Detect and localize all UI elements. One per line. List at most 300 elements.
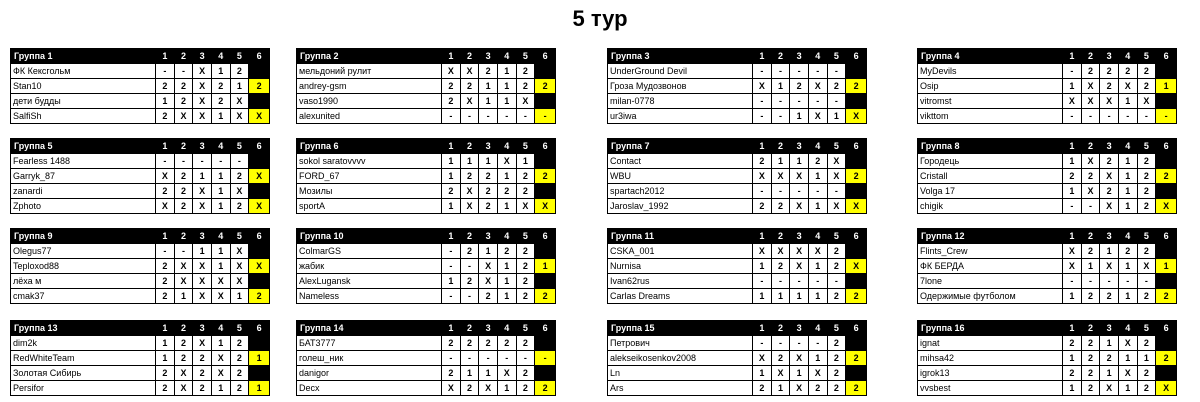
team-name: andrey-gsm	[297, 79, 442, 94]
prediction-cell: -	[442, 259, 461, 274]
column-header: 6	[1156, 229, 1177, 244]
result-cell: 2	[535, 381, 556, 396]
prediction-cell: 2	[753, 199, 772, 214]
prediction-cell: -	[442, 289, 461, 304]
team-name: Cristall	[918, 169, 1063, 184]
table-row	[608, 274, 867, 289]
result-cell: 1	[1156, 259, 1177, 274]
prediction-cell: -	[753, 336, 772, 351]
prediction-cell: -	[790, 336, 809, 351]
group-table	[917, 138, 1177, 214]
team-name: vitromst	[918, 94, 1063, 109]
team-name: AlexLugansk	[297, 274, 442, 289]
prediction-cell: X	[230, 109, 249, 124]
prediction-cell: 2	[827, 366, 846, 381]
table-row	[918, 366, 1177, 381]
group-name: Группа 16	[918, 321, 1063, 336]
table-row	[11, 94, 270, 109]
prediction-cell: 2	[460, 244, 479, 259]
table-row	[11, 109, 270, 124]
result-cell: X	[846, 109, 867, 124]
column-header: 4	[497, 229, 516, 244]
table-row	[608, 259, 867, 274]
prediction-cell: 1	[808, 259, 827, 274]
prediction-cell: 2	[1081, 244, 1100, 259]
prediction-cell: X	[230, 94, 249, 109]
table-row	[297, 351, 556, 366]
table-row	[297, 79, 556, 94]
column-header: 2	[1081, 49, 1100, 64]
column-header: 5	[516, 229, 535, 244]
result-cell: 2	[535, 169, 556, 184]
prediction-cell: -	[1063, 199, 1082, 214]
prediction-cell: 1	[1063, 381, 1082, 396]
column-header: 3	[790, 321, 809, 336]
prediction-cell: 2	[1137, 154, 1156, 169]
prediction-cell: 2	[516, 336, 535, 351]
prediction-cell: 1	[1063, 351, 1082, 366]
group-name: Группа 5	[11, 139, 156, 154]
prediction-cell: 2	[1100, 79, 1119, 94]
prediction-cell: -	[753, 274, 772, 289]
team-name: alekseikosenkov2008	[608, 351, 753, 366]
empty-result-cell	[249, 94, 270, 109]
empty-result-cell	[249, 244, 270, 259]
team-name: голеш_ник	[297, 351, 442, 366]
empty-result-cell	[535, 64, 556, 79]
prediction-cell: 1	[479, 366, 498, 381]
column-header: 5	[516, 139, 535, 154]
team-name: дети будды	[11, 94, 156, 109]
team-name: ur3iwa	[608, 109, 753, 124]
team-name: жабик	[297, 259, 442, 274]
prediction-cell: X	[211, 351, 230, 366]
group-table	[607, 138, 867, 214]
prediction-cell: 2	[516, 79, 535, 94]
table-row	[297, 289, 556, 304]
prediction-cell: 1	[771, 154, 790, 169]
column-header: 2	[460, 139, 479, 154]
column-header: 3	[479, 229, 498, 244]
prediction-cell: X	[174, 366, 193, 381]
prediction-cell: X	[156, 169, 175, 184]
column-header: 3	[1100, 229, 1119, 244]
prediction-cell: X	[771, 244, 790, 259]
column-header: 2	[174, 49, 193, 64]
column-header: 1	[442, 139, 461, 154]
prediction-cell: 1	[827, 109, 846, 124]
prediction-cell: X	[230, 274, 249, 289]
team-name: mihsa42	[918, 351, 1063, 366]
column-header: 3	[479, 139, 498, 154]
prediction-cell: -	[460, 289, 479, 304]
empty-result-cell	[249, 64, 270, 79]
prediction-cell: 1	[808, 351, 827, 366]
prediction-cell: 1	[479, 154, 498, 169]
prediction-cell: X	[174, 259, 193, 274]
team-name: лёха м	[11, 274, 156, 289]
prediction-cell: 2	[516, 259, 535, 274]
prediction-cell: 2	[156, 289, 175, 304]
column-header: 6	[846, 49, 867, 64]
prediction-cell: -	[1081, 109, 1100, 124]
prediction-cell: 1	[1118, 381, 1137, 396]
prediction-cell: 1	[442, 154, 461, 169]
prediction-cell: X	[211, 366, 230, 381]
group-table	[10, 228, 270, 304]
prediction-cell: 1	[479, 79, 498, 94]
column-header: 4	[1118, 321, 1137, 336]
column-header: 5	[516, 321, 535, 336]
prediction-cell: X	[790, 169, 809, 184]
prediction-cell: X	[827, 169, 846, 184]
prediction-cell: 2	[442, 94, 461, 109]
team-name: Золотая Сибирь	[11, 366, 156, 381]
prediction-cell: X	[174, 274, 193, 289]
prediction-cell: 1	[479, 94, 498, 109]
prediction-cell: 2	[174, 79, 193, 94]
prediction-cell: 2	[1100, 351, 1119, 366]
prediction-cell: -	[156, 64, 175, 79]
column-header: 2	[460, 49, 479, 64]
table-row	[297, 184, 556, 199]
prediction-cell: 2	[230, 64, 249, 79]
prediction-cell: X	[460, 199, 479, 214]
empty-result-cell	[846, 244, 867, 259]
empty-result-cell	[535, 244, 556, 259]
table-row	[918, 244, 1177, 259]
prediction-cell: 1	[497, 169, 516, 184]
team-name: БАТ3777	[297, 336, 442, 351]
prediction-cell: -	[808, 274, 827, 289]
column-header: 3	[479, 49, 498, 64]
group-table	[296, 320, 556, 396]
table-row	[297, 94, 556, 109]
prediction-cell: X	[156, 199, 175, 214]
prediction-cell: 1	[790, 366, 809, 381]
prediction-cell: -	[479, 109, 498, 124]
prediction-cell: 1	[790, 109, 809, 124]
prediction-cell: -	[808, 184, 827, 199]
column-header: 6	[846, 139, 867, 154]
prediction-cell: X	[1081, 154, 1100, 169]
table-row	[297, 169, 556, 184]
prediction-cell: 2	[230, 336, 249, 351]
result-cell: -	[1156, 109, 1177, 124]
prediction-cell: -	[211, 154, 230, 169]
prediction-cell: X	[193, 94, 212, 109]
column-header: 2	[1081, 321, 1100, 336]
prediction-cell: -	[808, 64, 827, 79]
prediction-cell: 2	[230, 381, 249, 396]
prediction-cell: 2	[479, 289, 498, 304]
column-header: 5	[1137, 139, 1156, 154]
column-header: 3	[790, 49, 809, 64]
prediction-cell: X	[808, 79, 827, 94]
prediction-cell: -	[771, 184, 790, 199]
table-row	[608, 169, 867, 184]
group-name: Группа 11	[608, 229, 753, 244]
table-row	[297, 109, 556, 124]
prediction-cell: X	[1137, 259, 1156, 274]
prediction-cell: 2	[1137, 244, 1156, 259]
column-header: 4	[808, 139, 827, 154]
column-header: 4	[497, 49, 516, 64]
team-name: Одержимые футболом	[918, 289, 1063, 304]
column-header: 1	[442, 49, 461, 64]
result-cell: -	[535, 351, 556, 366]
prediction-cell: 2	[156, 274, 175, 289]
prediction-cell: 2	[827, 336, 846, 351]
group-name: Группа 12	[918, 229, 1063, 244]
team-name: cmak37	[11, 289, 156, 304]
prediction-cell: 1	[1063, 154, 1082, 169]
prediction-cell: 1	[497, 199, 516, 214]
prediction-cell: X	[1137, 94, 1156, 109]
prediction-cell: X	[193, 259, 212, 274]
prediction-cell: 1	[211, 109, 230, 124]
prediction-cell: 1	[497, 381, 516, 396]
prediction-cell: 2	[516, 366, 535, 381]
prediction-cell: 2	[174, 169, 193, 184]
team-name: sportA	[297, 199, 442, 214]
prediction-cell: 2	[211, 79, 230, 94]
prediction-cell: 1	[753, 366, 772, 381]
prediction-cell: 2	[1100, 154, 1119, 169]
column-header: 5	[827, 321, 846, 336]
prediction-cell: X	[790, 351, 809, 366]
table-row	[297, 154, 556, 169]
result-cell: X	[535, 199, 556, 214]
column-header: 4	[808, 321, 827, 336]
prediction-cell: 2	[516, 274, 535, 289]
group-table	[607, 48, 867, 124]
result-cell: X	[1156, 381, 1177, 396]
prediction-cell: 1	[771, 79, 790, 94]
prediction-cell: 2	[156, 381, 175, 396]
prediction-cell: 1	[808, 289, 827, 304]
prediction-cell: 2	[230, 351, 249, 366]
prediction-cell: X	[211, 274, 230, 289]
prediction-cell: X	[790, 259, 809, 274]
team-name: Teploxod88	[11, 259, 156, 274]
result-cell: 2	[249, 289, 270, 304]
column-header: 3	[790, 229, 809, 244]
prediction-cell: 2	[516, 184, 535, 199]
column-header: 5	[516, 49, 535, 64]
prediction-cell: -	[790, 184, 809, 199]
prediction-cell: 2	[1137, 64, 1156, 79]
team-name: Ln	[608, 366, 753, 381]
table-row	[297, 199, 556, 214]
prediction-cell: 2	[827, 259, 846, 274]
result-cell: X	[249, 199, 270, 214]
column-header: 2	[174, 139, 193, 154]
prediction-cell: 2	[1081, 336, 1100, 351]
prediction-cell: 2	[156, 79, 175, 94]
column-header: 1	[156, 139, 175, 154]
prediction-cell: -	[790, 274, 809, 289]
table-row	[608, 79, 867, 94]
prediction-cell: 1	[1118, 169, 1137, 184]
column-header: 4	[211, 49, 230, 64]
table-row	[608, 244, 867, 259]
group-name: Группа 7	[608, 139, 753, 154]
team-name: RedWhiteTeam	[11, 351, 156, 366]
prediction-cell: 2	[479, 64, 498, 79]
prediction-cell: 2	[1100, 184, 1119, 199]
empty-result-cell	[535, 154, 556, 169]
empty-result-cell	[846, 64, 867, 79]
result-cell: 2	[249, 79, 270, 94]
team-name: SalfiSh	[11, 109, 156, 124]
result-cell: 1	[535, 259, 556, 274]
prediction-cell: X	[193, 199, 212, 214]
column-header: 3	[193, 139, 212, 154]
prediction-cell: X	[1063, 94, 1082, 109]
prediction-cell: -	[808, 94, 827, 109]
prediction-cell: X	[497, 154, 516, 169]
prediction-cell: 2	[174, 351, 193, 366]
prediction-cell: -	[516, 109, 535, 124]
prediction-cell: X	[771, 169, 790, 184]
prediction-cell: X	[174, 109, 193, 124]
prediction-cell: 2	[827, 381, 846, 396]
empty-result-cell	[249, 366, 270, 381]
prediction-cell: 1	[771, 289, 790, 304]
column-header: 6	[1156, 139, 1177, 154]
prediction-cell: 2	[808, 154, 827, 169]
table-row	[11, 244, 270, 259]
prediction-cell: -	[174, 244, 193, 259]
empty-result-cell	[846, 184, 867, 199]
column-header: 3	[193, 321, 212, 336]
group-name: Группа 3	[608, 49, 753, 64]
table-row	[297, 381, 556, 396]
prediction-cell: X	[230, 259, 249, 274]
team-name: igrok13	[918, 366, 1063, 381]
prediction-cell: 2	[1137, 184, 1156, 199]
prediction-cell: -	[753, 109, 772, 124]
prediction-cell: 1	[1063, 79, 1082, 94]
prediction-cell: 2	[771, 351, 790, 366]
prediction-cell: 1	[1100, 244, 1119, 259]
prediction-cell: 1	[1137, 351, 1156, 366]
team-name: vvsbest	[918, 381, 1063, 396]
column-header: 1	[156, 49, 175, 64]
prediction-cell: 1	[1118, 94, 1137, 109]
prediction-cell: 2	[174, 336, 193, 351]
team-name: MyDevils	[918, 64, 1063, 79]
table-row	[11, 336, 270, 351]
team-name: Nurnisa	[608, 259, 753, 274]
column-header: 5	[230, 139, 249, 154]
prediction-cell: 2	[174, 199, 193, 214]
prediction-cell: 2	[1063, 169, 1082, 184]
column-header: 5	[230, 49, 249, 64]
column-header: 1	[753, 49, 772, 64]
prediction-cell: 2	[1118, 244, 1137, 259]
prediction-cell: -	[479, 351, 498, 366]
team-name: milan-0778	[608, 94, 753, 109]
empty-result-cell	[1156, 244, 1177, 259]
prediction-cell: X	[753, 79, 772, 94]
prediction-cell: 1	[211, 199, 230, 214]
prediction-cell: -	[442, 109, 461, 124]
prediction-cell: X	[790, 381, 809, 396]
prediction-cell: 2	[174, 184, 193, 199]
prediction-cell: X	[1081, 184, 1100, 199]
prediction-cell: 2	[460, 169, 479, 184]
prediction-cell: X	[442, 381, 461, 396]
table-row	[608, 154, 867, 169]
prediction-cell: 2	[156, 184, 175, 199]
prediction-cell: 2	[516, 64, 535, 79]
team-name: alexunited	[297, 109, 442, 124]
table-row	[608, 184, 867, 199]
prediction-cell: X	[193, 109, 212, 124]
group-name: Группа 13	[11, 321, 156, 336]
column-header: 2	[174, 321, 193, 336]
column-header: 1	[1063, 321, 1082, 336]
prediction-cell: -	[1063, 64, 1082, 79]
column-header: 1	[156, 229, 175, 244]
result-cell: 2	[535, 79, 556, 94]
column-header: 1	[1063, 139, 1082, 154]
prediction-cell: -	[1081, 274, 1100, 289]
prediction-cell: 1	[442, 274, 461, 289]
column-header: 2	[771, 49, 790, 64]
group-table	[607, 228, 867, 304]
column-header: 4	[497, 139, 516, 154]
empty-result-cell	[846, 94, 867, 109]
team-name: Мозилы	[297, 184, 442, 199]
column-header: 6	[535, 321, 556, 336]
group-name: Группа 8	[918, 139, 1063, 154]
prediction-cell: 1	[1118, 199, 1137, 214]
prediction-cell: 2	[156, 109, 175, 124]
prediction-cell: 2	[442, 184, 461, 199]
prediction-cell: 1	[479, 244, 498, 259]
table-row	[608, 351, 867, 366]
prediction-cell: X	[1118, 366, 1137, 381]
prediction-cell: 1	[1118, 154, 1137, 169]
prediction-cell: 2	[516, 381, 535, 396]
prediction-cell: -	[753, 64, 772, 79]
prediction-cell: 1	[1118, 289, 1137, 304]
column-header: 3	[479, 321, 498, 336]
prediction-cell: -	[1100, 109, 1119, 124]
prediction-cell: 2	[771, 259, 790, 274]
prediction-cell: 2	[1137, 79, 1156, 94]
table-row	[608, 64, 867, 79]
prediction-cell: 2	[1100, 289, 1119, 304]
column-header: 6	[535, 229, 556, 244]
team-name: vikttom	[918, 109, 1063, 124]
prediction-cell: 2	[193, 351, 212, 366]
prediction-cell: X	[442, 64, 461, 79]
prediction-cell: 2	[1137, 289, 1156, 304]
column-header: 3	[1100, 49, 1119, 64]
prediction-cell: 2	[827, 351, 846, 366]
column-header: 4	[1118, 49, 1137, 64]
column-header: 1	[753, 229, 772, 244]
team-name: vaso1990	[297, 94, 442, 109]
column-header: 5	[827, 139, 846, 154]
empty-result-cell	[1156, 366, 1177, 381]
column-header: 2	[1081, 139, 1100, 154]
column-header: 3	[1100, 139, 1119, 154]
